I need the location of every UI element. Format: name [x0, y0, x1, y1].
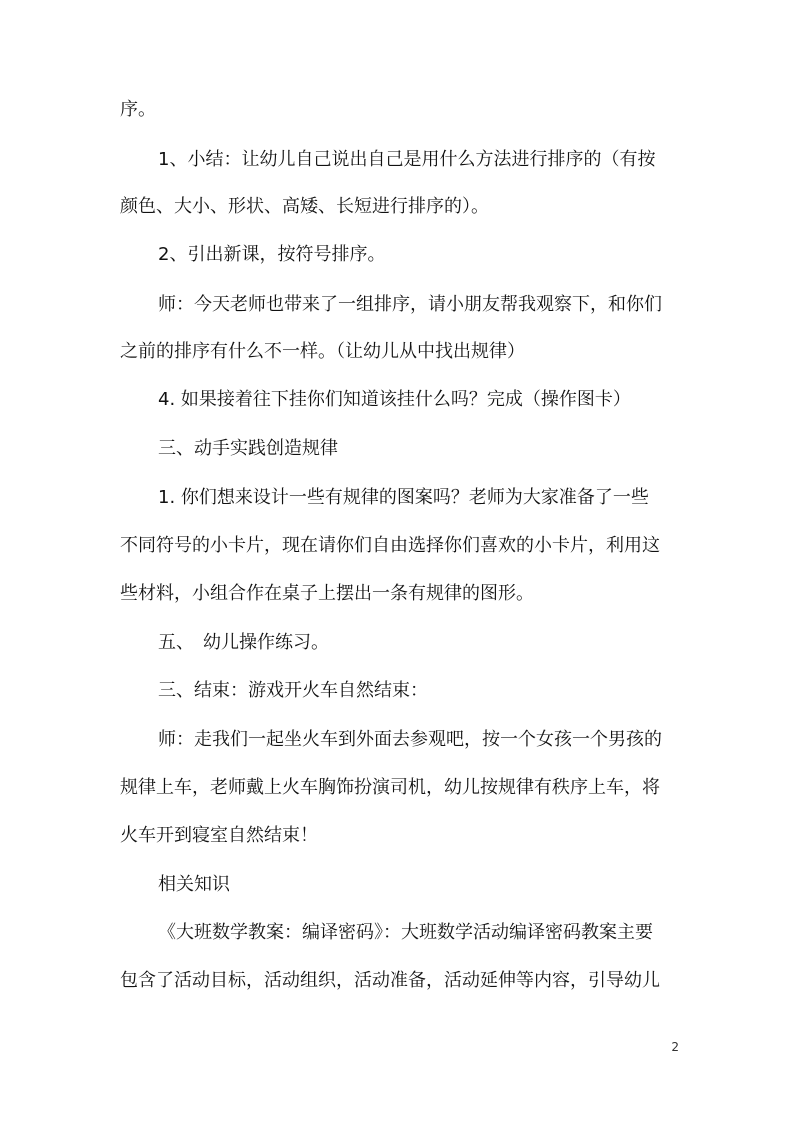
text-line: 1. 你们想来设计一些有规律的图案吗？老师为大家准备了一些 [158, 487, 649, 508]
text-line: 颜色、大小、形状、高矮、长短进行排序的）。 [120, 196, 489, 217]
text-line: 规律上车，老师戴上火车胸饰扮演司机，幼儿按规律有秩序上车，将 [120, 777, 660, 798]
text-line: 师：走我们一起坐火车到外面去参观吧，按一个女孩一个男孩的 [158, 729, 662, 750]
text-line: 2、引出新课，按符号排序。 [158, 244, 386, 265]
text-line: 序。 [120, 99, 156, 120]
text-line: 不同符号的小卡片，现在请你们自由选择你们喜欢的小卡片，利用这 [120, 535, 660, 556]
text-line: 火车开到寝室自然结束！ [120, 825, 318, 846]
page-number: 2 [671, 1040, 679, 1054]
text-line: 《大班数学教案：编译密码》：大班数学活动编译密码教案主要 [158, 922, 653, 943]
text-line: 之前的排序有什么不一样。（让幼儿从中找出规律） [120, 341, 525, 362]
text-line: 4. 如果接着往下挂你们知道该挂什么吗？完成（操作图卡） [158, 389, 631, 410]
text-line: 相关知识 [158, 874, 230, 895]
text-line: 五、 幼儿操作练习。 [158, 632, 329, 653]
text-line: 三、动手实践创造规律 [158, 438, 338, 459]
text-line: 1、小结：让幼儿自己说出自己是用什么方法进行排序的（有按 [158, 149, 656, 170]
text-line: 三、结束：游戏开火车自然结束： [158, 680, 428, 701]
text-line: 包含了活动目标，活动组织，活动准备，活动延伸等内容，引导幼儿 [120, 970, 660, 991]
text-line: 些材料，小组合作在桌子上摆出一条有规律的图形。 [120, 583, 534, 604]
text-line: 师：今天老师也带来了一组排序，请小朋友帮我观察下，和你们 [158, 294, 662, 315]
